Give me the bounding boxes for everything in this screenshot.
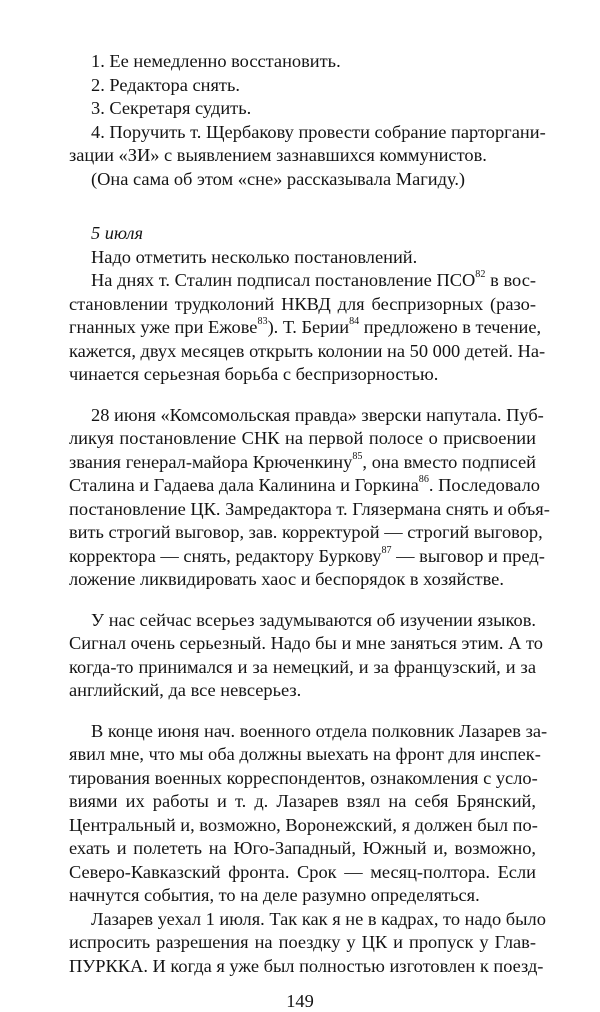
text-run: чинается серьезная борьба с беспризорностью. (69, 364, 439, 384)
text-run: ликуя постановление СНК на первой полосе о присвоении (69, 428, 536, 448)
list-item-1 (91, 50, 341, 72)
text-run: Центральный и, возможно, Воронежский, я должен был по- (69, 814, 538, 835)
list-item-2 (91, 74, 240, 96)
paragraph-6-line-1 (91, 908, 546, 930)
text-run: 5 июля (91, 223, 144, 243)
paragraph-5-line-3 (69, 767, 536, 789)
text-run: испросить разрешения на поездку у ЦК и пропуск у Глав- (69, 932, 536, 952)
paragraph-2-line-4 (69, 340, 546, 362)
text-run: когда-то принимался и за немецкий, и за французский, и за (69, 656, 536, 677)
paragraph-4-line-1 (91, 609, 536, 631)
paragraph-6-line-3 (69, 955, 544, 977)
text-run: Сигнал очень серьезный. Надо бы и мне заняться этим. А то (69, 633, 543, 653)
paragraph-4-line-4 (69, 679, 301, 701)
paragraph-3-line-3 (69, 451, 536, 473)
text-run: . Последовало (428, 475, 540, 495)
paragraph-5-line-1 (91, 720, 548, 742)
list-item-4-line-2 (69, 144, 487, 166)
text-run: виями их работы и т. д. Лазарев взял на себя Брянский, (69, 791, 536, 811)
text-run: 1. Ее немедленно восстановить. (91, 51, 341, 71)
paragraph-3-line-2 (69, 427, 536, 449)
list-item-3 (91, 97, 251, 119)
entry-date (91, 222, 143, 244)
text-run: корректора — снять, редактору Буркову (69, 545, 382, 566)
paragraph-3-line-5 (69, 498, 550, 520)
text-run: звания генерал-майора Крюченкину (69, 451, 353, 472)
footnote-ref: 84 (349, 316, 360, 328)
text-run: 28 июня «Комсомольская правда» зверски напутала. Пуб- (91, 404, 544, 425)
paragraph-3-line-4 (69, 474, 540, 496)
paragraph-5-line-7 (69, 861, 536, 883)
text-run: ехать и полететь на Юго-Западный, Южный и, возможно, (69, 838, 536, 858)
paragraph-5-line-4 (69, 790, 536, 812)
text-run: ). Т. Берии (267, 317, 350, 337)
footnote-ref: 82 (475, 269, 486, 281)
text-run: английский, да все невсерьез. (69, 680, 302, 700)
list-item-4-line-1 (91, 121, 546, 143)
text-run: Лазарев уехал 1 июля. Так как я не в кадрах, то надо было (91, 908, 546, 929)
text-run: У нас сейчас всерьез задумываются об изучении языков. (91, 609, 536, 630)
text-run: (Она сама об этом «сне» рассказывала Магиду.) (91, 168, 466, 189)
paragraph-5-line-2 (69, 743, 541, 765)
paragraph-3-line-8 (69, 568, 504, 590)
list-note (91, 168, 465, 190)
text-run: 3. Секретаря судить. (91, 98, 252, 118)
text-run: Сталина и Гадаева дала Калинина и Горкина (69, 475, 419, 495)
paragraph-2-line-2 (69, 293, 536, 315)
paragraph-6-line-2 (69, 931, 536, 953)
text-run: гнанных уже при Ежове (69, 317, 258, 337)
text-run: На днях т. Сталин подписал постановление ПСО (91, 270, 476, 290)
paragraph-2-line-1 (91, 269, 536, 291)
text-run: ПУРККА. И когда я уже был полностью изготовлен к поезд- (69, 955, 544, 976)
text-run: — выговор и пред- (391, 545, 545, 566)
paragraph-5-line-5 (69, 814, 536, 836)
text-run: ложение ликвидировать хаос и беспорядок в хозяйстве. (69, 569, 504, 589)
text-run: предложено в течение, (359, 317, 542, 337)
text-run: тирования военных корреспондентов, ознакомления с усло- (69, 767, 538, 788)
text-run: 2. Редактора снять. (91, 74, 240, 95)
footnote-ref: 87 (381, 544, 392, 556)
text-run: становлении трудколоний НКВД для беспризорных (разо- (69, 293, 536, 314)
text-run: 4. Поручить т. Щербакову провести собрание парторгани- (91, 121, 546, 142)
paragraph-5-line-6 (69, 837, 536, 859)
page-number: 149 (286, 991, 314, 1011)
footnote-ref: 85 (352, 450, 363, 462)
footnote-ref: 83 (257, 316, 268, 328)
text-run: Северо-Кавказский фронта. Срок — месяц-полтора. Если (69, 861, 536, 882)
paragraph-2-line-5 (69, 363, 438, 385)
text-run: начнутся события, то на деле разумно определяться. (69, 885, 480, 905)
text-run: кажется, двух месяцев открыть колонии на 50 000 детей. На- (69, 340, 546, 361)
paragraph-3-line-6 (69, 521, 543, 543)
paragraph-5-line-8 (69, 884, 480, 906)
text-run: явил мне, что мы оба должны выехать на фронт для инспек- (69, 744, 541, 764)
text-run: Надо отметить несколько постановлений. (91, 246, 418, 267)
paragraph-3-line-7 (69, 544, 545, 567)
text-run: постановление ЦК. Замредактора т. Глязермана снять и объя- (69, 498, 550, 519)
text-run: в вос- (485, 270, 536, 290)
footnote-ref: 86 (418, 474, 429, 486)
paragraph-1 (91, 246, 417, 268)
paragraph-3-line-1 (91, 404, 544, 426)
text-run: В конце июня нач. военного отдела полковник Лазарев за- (91, 720, 548, 741)
paragraph-2-line-3 (69, 316, 542, 338)
paragraph-4-line-3 (69, 656, 536, 678)
text-run: зации «ЗИ» с выявлением зазнавшихся коммунистов. (69, 145, 487, 165)
paragraph-4-line-2 (69, 632, 543, 654)
text-run: вить строгий выговор, зав. корректурой — строгий выговор, (69, 522, 543, 542)
text-run: , она вместо подписей (362, 451, 536, 472)
